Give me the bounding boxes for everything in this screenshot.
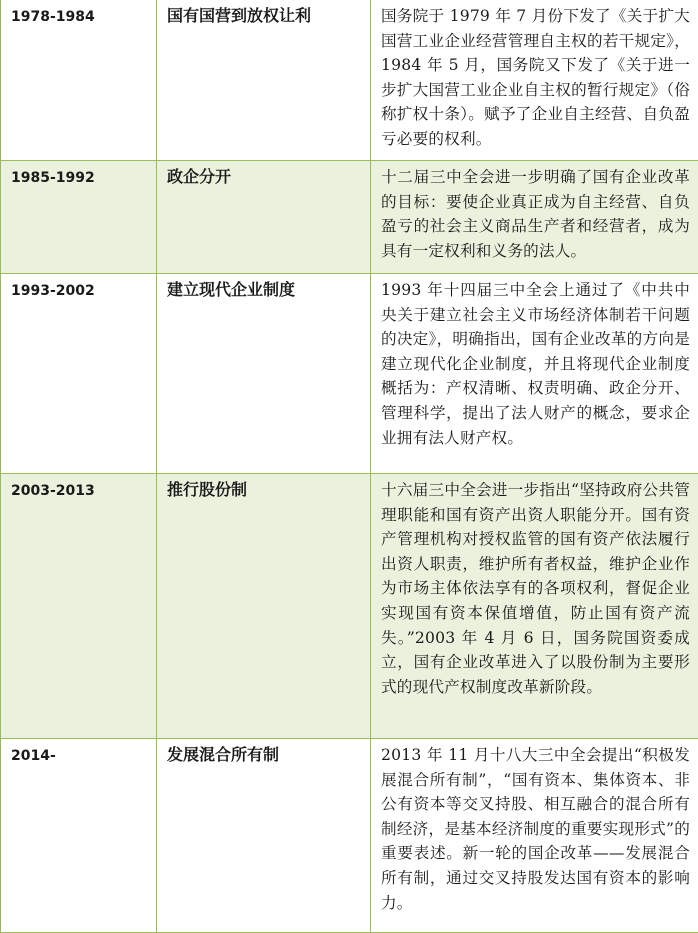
period-cell: 1985-1992 (1, 161, 157, 274)
period-cell: 2003-2013 (1, 474, 157, 739)
policy-cell: 发展混合所有制 (157, 739, 371, 933)
period-cell: 1978-1984 (1, 0, 157, 161)
policy-cell: 政企分开 (157, 161, 371, 274)
table-row (1, 161, 698, 274)
period-cell: 2014- (1, 739, 157, 933)
table-row (1, 274, 698, 474)
description-cell: 2013 年 11 月十八大三中全会提出“积极发展混合所有制”，“国有资本、集体资本、非公有资本等交叉持股、相互融合的混合所有制经济，是基本经济制度的重要实现形式”的重要表述。新一轮的国企改革——发展混合所有制，通过交叉持股发达国有资本的影响力。 (371, 739, 698, 933)
policy-cell: 建立现代企业制度 (157, 274, 371, 474)
table-row (1, 739, 698, 933)
table-row (1, 474, 698, 739)
description-cell: 国务院于 1979 年 7 月份下发了《关于扩大国营工业企业经营管理自主权的若干规定》，1984 年 5 月，国务院又下发了《关于进一步扩大国营工业企业自主权的暂行规定》（俗称扩权十条）。赋予了企业自主经营、自负盈亏必要的权利。 (371, 0, 698, 161)
table-row (1, 0, 698, 161)
description-cell: 十二届三中全会进一步明确了国有企业改革的目标：要使企业真正成为自主经营、自负盈亏的社会主义商品生产者和经营者，成为具有一定权利和义务的法人。 (371, 161, 698, 274)
description-cell: 十六届三中全会进一步指出“坚持政府公共管理职能和国有资产出资人职能分开。国有资产管理机构对授权监管的国有资产依法履行出资人职责，维护所有者权益，维护企业作为市场主体依法享有的各项权利，督促企业实现国有资本保值增值，防止国有资产流失。”2003 年 4 月 6 日，国务院国资委成立，国有企业改革进入了以股份制为主要形式的现代产权制度改革新阶段。 (371, 474, 698, 739)
description-cell: 1993 年十四届三中全会上通过了《中共中央关于建立社会主义市场经济体制若干问题的决定》，明确指出，国有企业改革的方向是建立现代化企业制度，并且将现代企业制度概括为：产权清晰、权责明确、政企分开、管理科学，提出了法人财产的概念，要求企业拥有法人财产权。 (371, 274, 698, 474)
period-cell: 1993-2002 (1, 274, 157, 474)
policy-cell: 国有国营到放权让利 (157, 0, 371, 161)
policy-cell: 推行股份制 (157, 474, 371, 739)
